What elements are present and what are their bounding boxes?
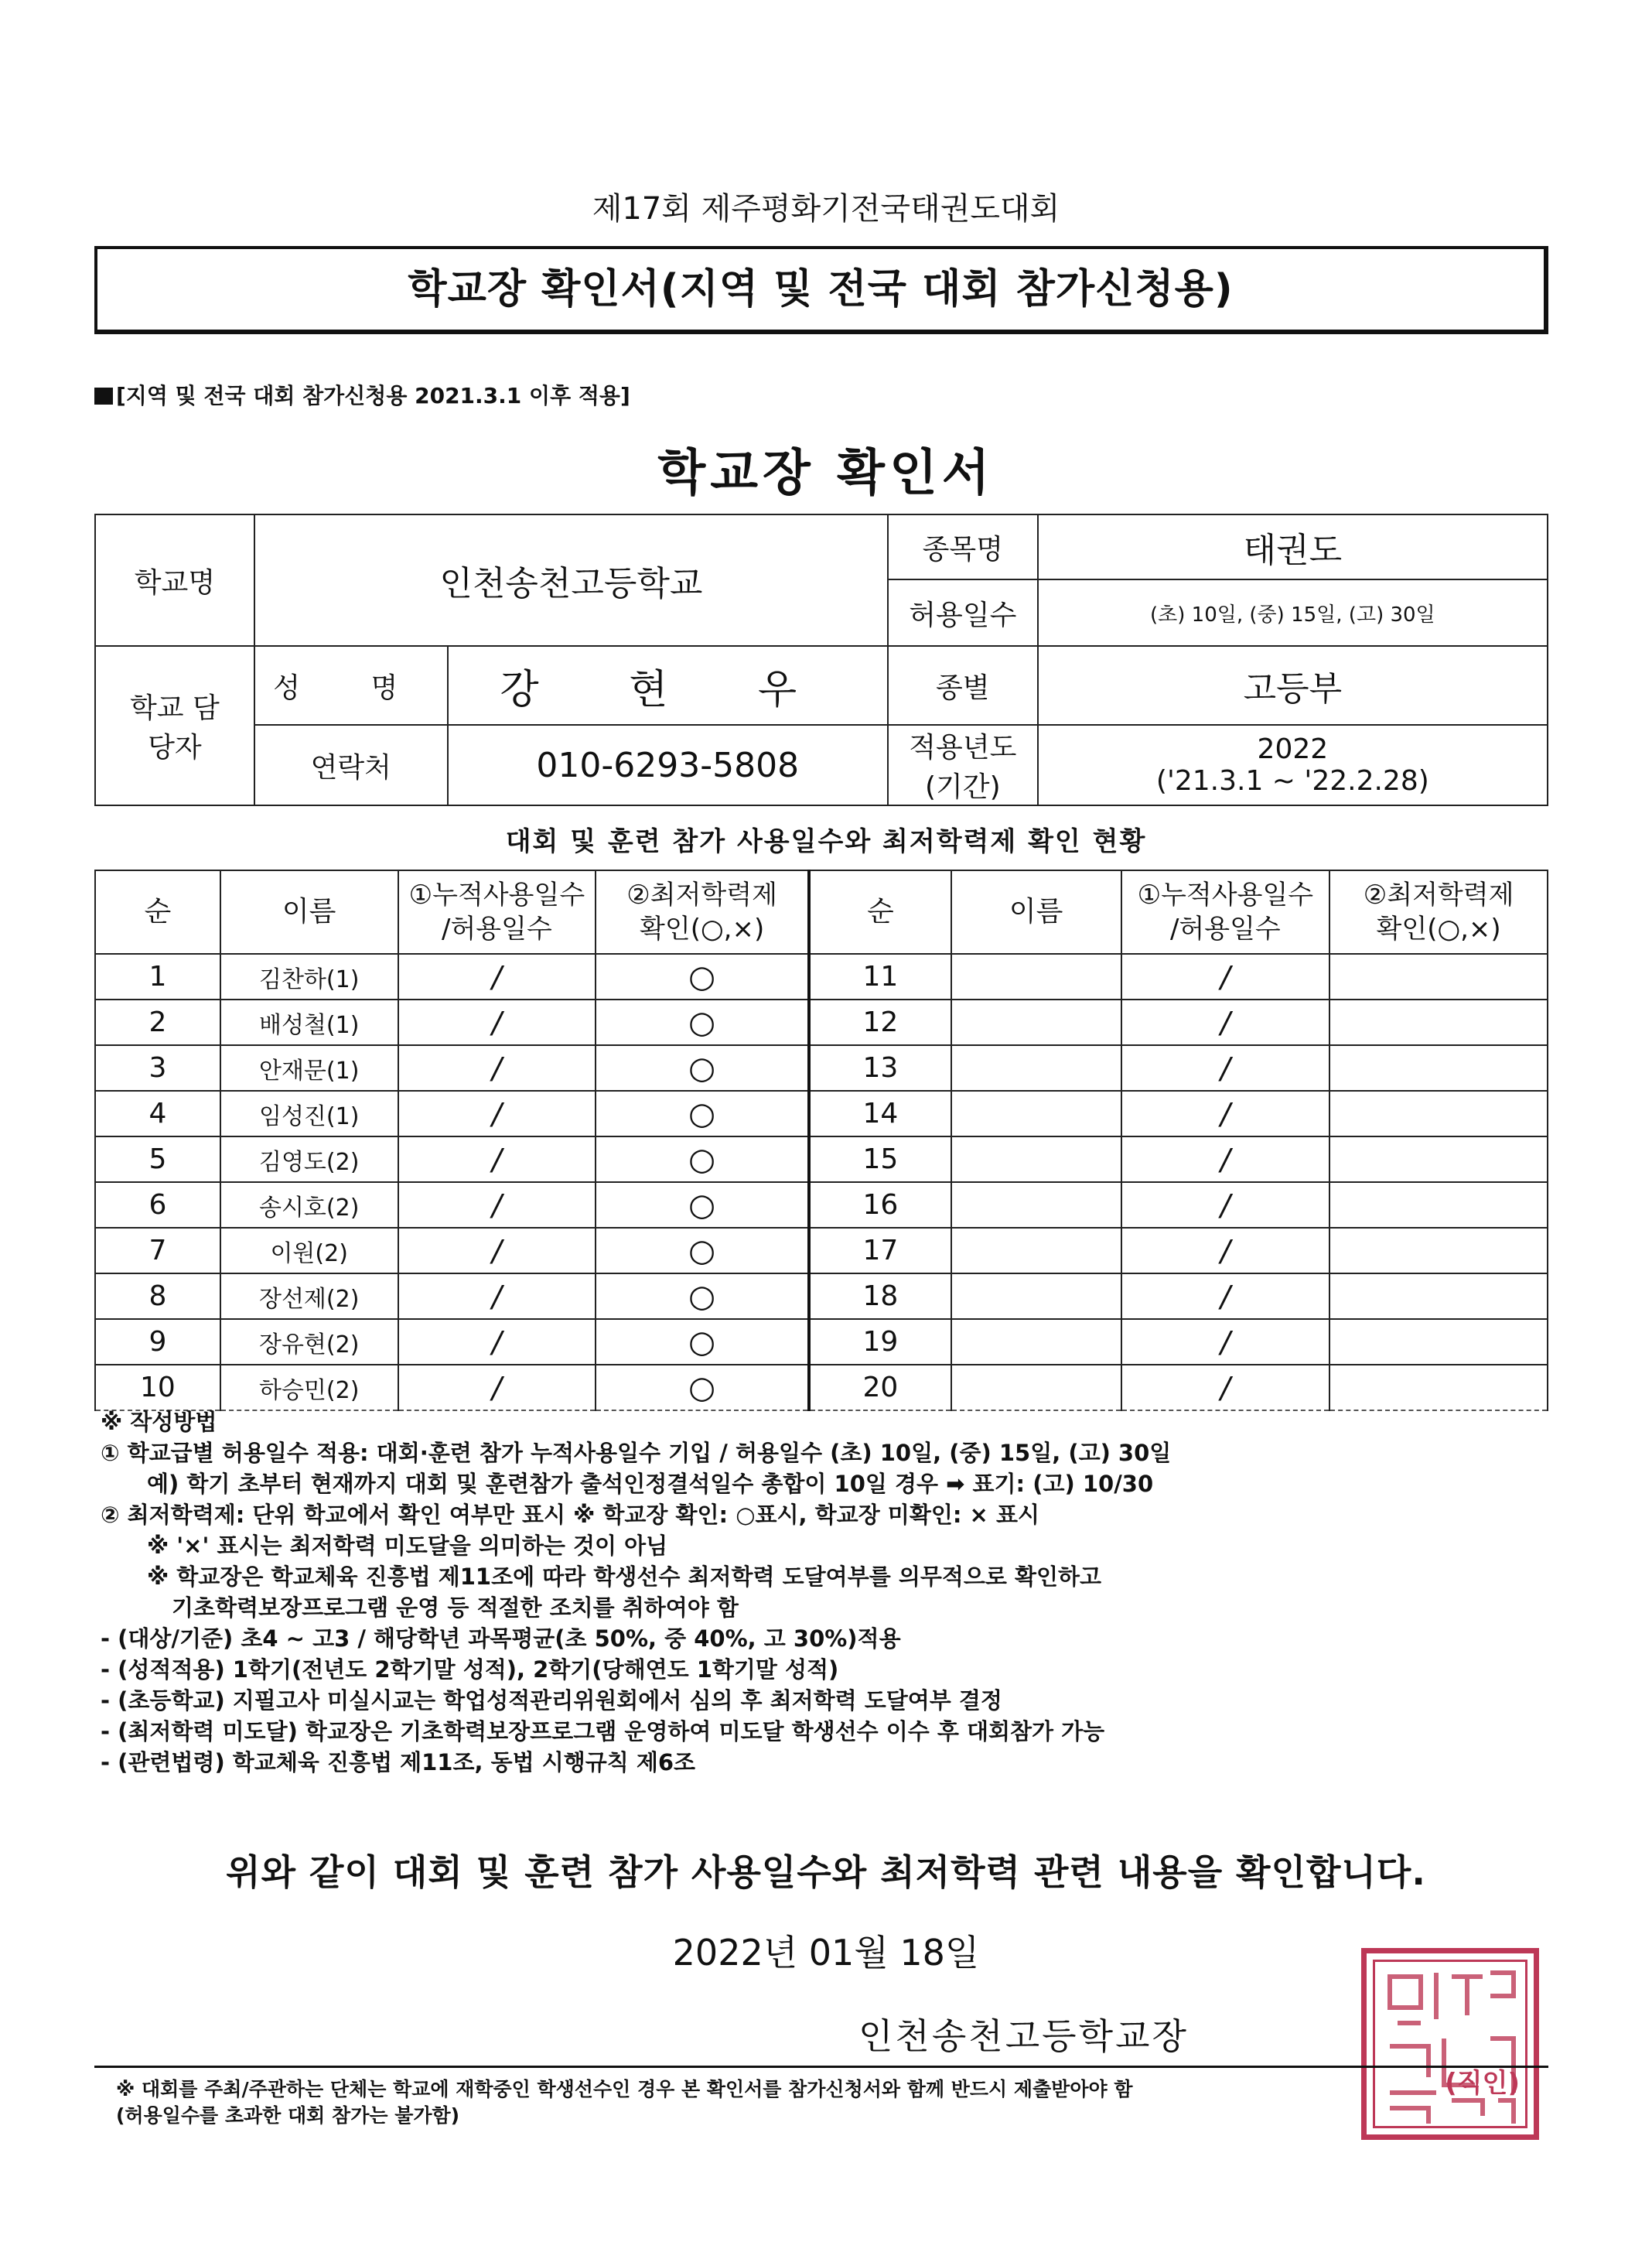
row-number: 8 (95, 1273, 220, 1319)
athlete-name (951, 1045, 1121, 1091)
row-number: 4 (95, 1091, 220, 1136)
col-days-right-line2: /허용일수 (1169, 914, 1281, 945)
allowed-days-value: (초) 10일, (중) 15일, (고) 30일 (1038, 579, 1548, 646)
event-value: 태권도 (1038, 514, 1548, 579)
athlete-roster-table (94, 870, 1548, 1411)
instruction-line: ※ '×' 표시는 최저학력 미도달을 의미하는 것이 아님 (147, 1533, 668, 1559)
academic-check: ○ (596, 954, 809, 1000)
table-row (95, 1228, 1548, 1273)
athlete-name: 임성진(1) (220, 1091, 398, 1136)
athlete-name (951, 1365, 1121, 1410)
academic-check: ○ (596, 1182, 809, 1228)
days-used: / (398, 1182, 596, 1228)
col-name: 이름 (220, 870, 398, 954)
academic-check (1329, 1091, 1548, 1136)
instruction-line: 기초학력보장프로그램 운영 등 적절한 조치를 취하여야 함 (172, 1594, 739, 1621)
athlete-name: 하승민(2) (220, 1365, 398, 1410)
academic-check: ○ (596, 1045, 809, 1091)
academic-check: ○ (596, 1136, 809, 1182)
section-title: 대회 및 훈련 참가 사용일수와 최저학력제 확인 현황 (505, 826, 1147, 857)
roster-header-row (95, 870, 1548, 954)
applicability-notice (94, 379, 630, 410)
days-used: / (1121, 1228, 1330, 1273)
days-used: / (398, 1136, 596, 1182)
issue-date: 2022년 01월 18일 (672, 1932, 980, 1974)
col-no: 순 (95, 870, 220, 954)
row-number: 16 (809, 1182, 951, 1228)
col-days-right (1121, 870, 1330, 954)
athlete-name: 송시호(2) (220, 1182, 398, 1228)
bottom-divider (94, 2066, 1548, 2068)
instruction-line: - (최저학력 미도달) 학교장은 기초학력보장프로그램 운영하여 미도달 학생선수 이수 후 대회참가 가능 (101, 1718, 1105, 1745)
academic-check (1329, 1136, 1548, 1182)
athlete-name: 안재문(1) (220, 1045, 398, 1091)
days-used: / (398, 1273, 596, 1319)
phone-value: 010-6293-5808 (448, 725, 888, 805)
row-number: 20 (809, 1365, 951, 1410)
athlete-name (951, 1273, 1121, 1319)
athlete-name: 장선제(2) (220, 1273, 398, 1319)
notice-text: [지역 및 전국 대회 참가신청용 2021.3.1 이후 적용] (116, 383, 630, 408)
athlete-name (951, 1182, 1121, 1228)
row-number: 10 (95, 1365, 220, 1410)
athlete-name (951, 1228, 1121, 1273)
instruction-line: - (대상/기준) 초4 ~ 고3 / 해당학년 과목평균(초 50%, 중 40%, 고 30%)적용 (101, 1625, 901, 1652)
row-number: 14 (809, 1091, 951, 1136)
academic-check: ○ (596, 1228, 809, 1273)
academic-check (1329, 1228, 1548, 1273)
days-used: / (1121, 954, 1330, 1000)
event-label: 종목명 (888, 514, 1038, 579)
instruction-line: - (성적적용) 1학기(전년도 2학기말 성적), 2학기(당해연도 1학기말 성적) (101, 1656, 839, 1683)
year-period: ('21.3.1 ~ '22.2.28) (1155, 765, 1429, 797)
col-days-line2: /허용일수 (441, 914, 552, 945)
confirmation-statement: 위와 같이 대회 및 훈련 참가 사용일수와 최저학력 관련 내용을 확인합니다. (226, 1851, 1426, 1893)
row-number: 15 (809, 1136, 951, 1182)
academic-check: ○ (596, 1319, 809, 1365)
col-check (596, 870, 809, 954)
days-used: / (398, 1319, 596, 1365)
academic-check (1329, 1045, 1548, 1091)
athlete-name (951, 1136, 1121, 1182)
name-value: 강 현 우 (448, 646, 888, 725)
academic-check (1329, 1273, 1548, 1319)
main-title: 학교장 확인서(지역 및 전국 대회 참가신청용) (408, 266, 1234, 313)
row-number: 5 (95, 1136, 220, 1182)
days-used: / (398, 1228, 596, 1273)
row-number: 12 (809, 1000, 951, 1045)
row-number: 2 (95, 1000, 220, 1045)
days-used: / (1121, 1319, 1330, 1365)
row-number: 11 (809, 954, 951, 1000)
allowed-days-label: 허용일수 (888, 579, 1038, 646)
footnote (116, 2076, 1555, 2129)
athlete-name: 배성철(1) (220, 1000, 398, 1045)
year-value: 2022 (1257, 733, 1329, 765)
table-row (95, 1273, 1548, 1319)
school-label: 학교명 (95, 514, 254, 646)
row-number: 17 (809, 1228, 951, 1273)
academic-check (1329, 1182, 1548, 1228)
academic-check: ○ (596, 1000, 809, 1045)
days-used: / (1121, 1182, 1330, 1228)
footnote-line: (허용일수를 초과한 대회 참가는 불가함) (116, 2104, 460, 2127)
athlete-name (951, 1000, 1121, 1045)
square-bullet-icon (94, 388, 113, 405)
row-number: 13 (809, 1045, 951, 1091)
athlete-name: 김영도(2) (220, 1136, 398, 1182)
year-label: 적용년도 (기간) (888, 725, 1038, 805)
instruction-line: 예) 학기 초부터 현재까지 대회 및 훈련참가 출석인정결석일수 총합이 10일 경우 ➡ 표기: (고) 10/30 (147, 1471, 1154, 1497)
col-check-line1: ②최저학력제 (626, 880, 777, 911)
athlete-name: 이원(2) (220, 1228, 398, 1273)
days-used: / (1121, 1045, 1330, 1091)
athlete-name: 장유현(2) (220, 1319, 398, 1365)
days-used: / (398, 1091, 596, 1136)
days-used: / (398, 1365, 596, 1410)
table-row (95, 1091, 1548, 1136)
academic-check (1329, 1000, 1548, 1045)
table-row (95, 1319, 1548, 1365)
days-used: / (398, 954, 596, 1000)
main-title-box (94, 246, 1548, 334)
table-row (95, 1182, 1548, 1228)
academic-check: ○ (596, 1091, 809, 1136)
days-used: / (1121, 1365, 1330, 1410)
col-check-line2: 확인(○,×) (640, 914, 765, 945)
school-value: 인천송천고등학교 (254, 514, 888, 646)
row-number: 1 (95, 954, 220, 1000)
col-days (398, 870, 596, 954)
category-label: 종별 (888, 646, 1038, 725)
col-days-line1: ①누적사용일수 (408, 880, 585, 911)
table-row (95, 954, 1548, 1000)
instruction-line: - (관련법령) 학교체육 진흥법 제11조, 동법 시행규칙 제6조 (101, 1749, 696, 1775)
table-row (95, 1365, 1548, 1410)
row-number: 9 (95, 1319, 220, 1365)
row-number: 6 (95, 1182, 220, 1228)
academic-check: ○ (596, 1273, 809, 1319)
row-number: 19 (809, 1319, 951, 1365)
col-no-right: 순 (809, 870, 951, 954)
athlete-name (951, 1319, 1121, 1365)
instructions-heading: ※ 작성방법 (101, 1409, 217, 1435)
row-number: 7 (95, 1228, 220, 1273)
instruction-line: ① 학교급별 허용일수 적용: 대회·훈련 참가 누적사용일수 기입 / 허용일수 (초) 10일, (중) 15일, (고) 30일 (101, 1440, 1172, 1466)
days-used: / (1121, 1000, 1330, 1045)
competition-title: 제17회 제주평화기전국태권도대회 (592, 191, 1060, 227)
days-used: / (1121, 1273, 1330, 1319)
row-number: 18 (809, 1273, 951, 1319)
seal-text: (직인) (1445, 2068, 1520, 2099)
days-used: / (398, 1000, 596, 1045)
academic-check: ○ (596, 1365, 809, 1410)
instruction-line: ※ 학교장은 학교체육 진흥법 제11조에 따라 학생선수 최저학력 도달여부를 의무적으로 확인하고 (147, 1564, 1102, 1590)
col-days-right-line1: ①누적사용일수 (1137, 880, 1314, 911)
table-row (95, 1136, 1548, 1182)
year-cell (1038, 725, 1548, 805)
academic-check (1329, 1365, 1548, 1410)
col-check-right-line1: ②최저학력제 (1363, 880, 1514, 911)
academic-check (1329, 1319, 1548, 1365)
row-number: 3 (95, 1045, 220, 1091)
instructions (101, 1406, 1555, 1778)
athlete-name (951, 954, 1121, 1000)
table-row (95, 1045, 1548, 1091)
instruction-line: - (초등학교) 지필고사 미실시교는 학업성적관리위원회에서 심의 후 최저학력 도달여부 결정 (101, 1687, 1002, 1714)
days-used: / (398, 1045, 596, 1091)
footnote-line: ※ 대회를 주최/주관하는 단체는 학교에 재학중인 학생선수인 경우 본 확인서를 참가신청서와 함께 반드시 제출받아야 함 (116, 2078, 1133, 2100)
name-label: 성 명 (254, 646, 448, 725)
days-used: / (1121, 1136, 1330, 1182)
roster-body (95, 954, 1548, 1410)
contact-person-label: 학교 담당자 (95, 646, 254, 805)
school-info-table (94, 514, 1548, 806)
athlete-name: 김찬하(1) (220, 954, 398, 1000)
principal-signature-line: 인천송천고등학교장 (858, 2015, 1189, 2057)
col-name-right: 이름 (951, 870, 1121, 954)
phone-label: 연락처 (254, 725, 448, 805)
document-subtitle: 학교장 확인서 (657, 445, 995, 502)
academic-check (1329, 954, 1548, 1000)
col-check-right (1329, 870, 1548, 954)
col-check-right-line2: 확인(○,×) (1376, 914, 1501, 945)
days-used: / (1121, 1091, 1330, 1136)
category-value: 고등부 (1038, 646, 1548, 725)
athlete-name (951, 1091, 1121, 1136)
instruction-line: ② 최저학력제: 단위 학교에서 확인 여부만 표시 ※ 학교장 확인: ○표시, 학교장 미확인: × 표시 (101, 1502, 1039, 1528)
table-row (95, 1000, 1548, 1045)
